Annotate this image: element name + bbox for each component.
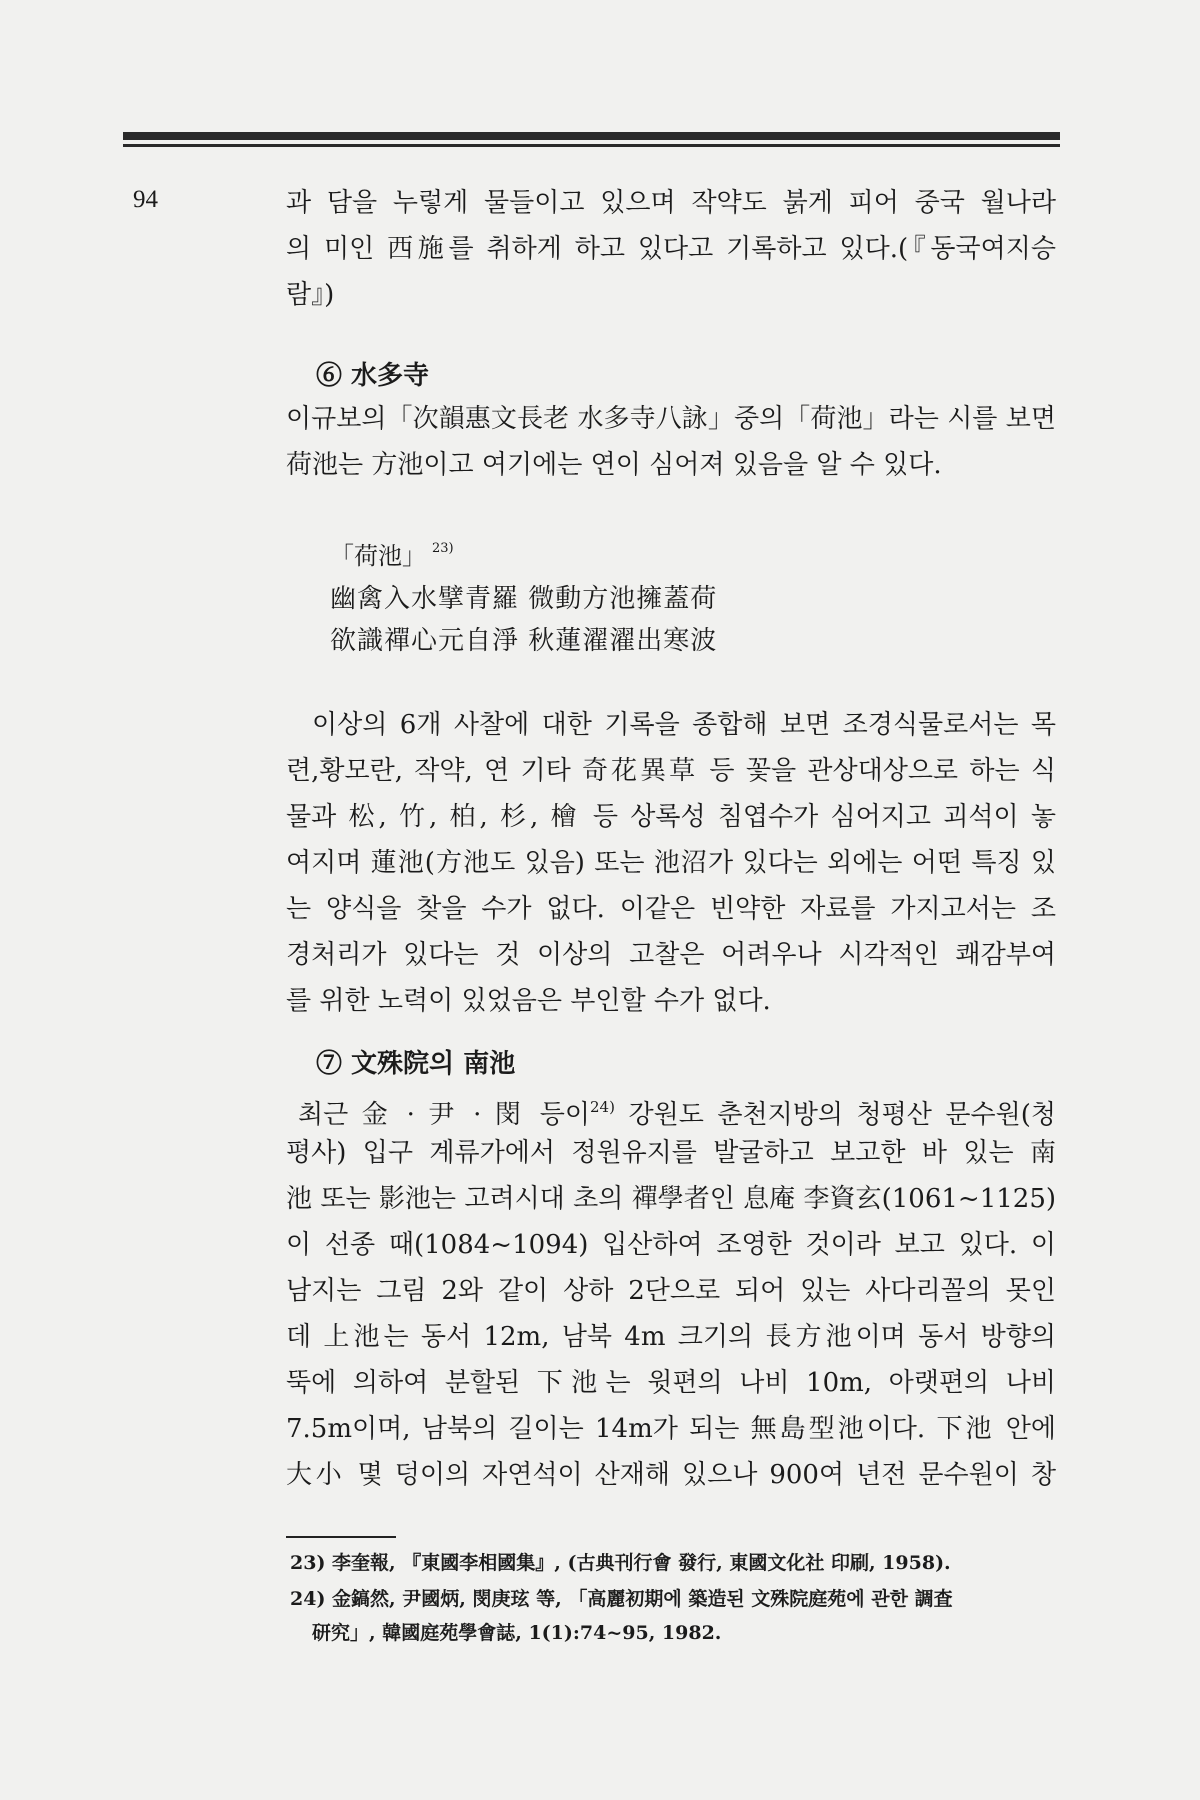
- header-rule-thin: [123, 144, 1060, 147]
- text-line: 大小 몇 덩이의 자연석이 산재해 있으나 900여 년전 문수원이 창: [286, 1460, 1056, 1490]
- text-line: 이 선종 때(1084~1094) 입산하여 조영한 것이라 보고 있다. 이: [286, 1230, 1056, 1260]
- section-heading: ⑥ 水多寺: [316, 361, 430, 391]
- section-7: [286, 1044, 1056, 1498]
- text-line: 이상의 6개 사찰에 대한 기록을 종합해 보면 조경식물로서는 목: [312, 710, 1056, 740]
- poem-line: 幽禽入水擘青羅 微動方池擁蓋荷: [330, 584, 718, 614]
- poem-title: [330, 536, 454, 571]
- header-rule-thick: [123, 132, 1060, 140]
- page-number: 94: [133, 186, 158, 213]
- footnote-ref: 24): [590, 1098, 615, 1116]
- text-line: 물과 松, 竹, 柏, 杉, 檜 등 상록성 침엽수가 심어지고 괴석이 놓: [286, 802, 1056, 832]
- line-start: 최근 金 · 尹 · 閔 등이: [298, 1100, 591, 1130]
- text-line: 를 위한 노력이 있었음은 부인할 수가 없다.: [286, 986, 771, 1016]
- footnote-23: 23) 李奎報, 『東國李相國集』, (古典刊行會 發行, 東國文化社 印刷, 1958).: [290, 1552, 951, 1574]
- poem-title-text: 「荷池」: [330, 542, 426, 570]
- text-line: 남지는 그림 2와 같이 상하 2단으로 되어 있는 사다리꼴의 못인: [286, 1276, 1056, 1306]
- text-line: 과 담을 누렇게 물들이고 있으며 작약도 붉게 피어 중국 월나라: [286, 188, 1056, 218]
- footnote-rule: [286, 1536, 396, 1538]
- footnote-24-continued: 研究」, 韓國庭苑學會誌, 1(1):74~95, 1982.: [312, 1622, 722, 1644]
- text-line: 의 미인 西施를 취하게 하고 있다고 기록하고 있다.(『동국여지승: [286, 234, 1056, 264]
- text-line: 는 양식을 찾을 수가 없다. 이같은 빈약한 자료를 가지고서는 조: [286, 894, 1056, 924]
- text-line: [286, 1084, 1056, 1130]
- text-line: 7.5m이며, 남북의 길이는 14m가 되는 無島型池이다. 下池 안에: [286, 1414, 1056, 1444]
- section-heading: ⑦ 文殊院의 南池: [316, 1049, 516, 1079]
- text-line: 여지며 蓮池(方池도 있음) 또는 池沼가 있다는 외에는 어떤 특징 있: [286, 848, 1056, 878]
- text-line: 람』): [286, 280, 335, 310]
- text-line: 池 또는 影池는 고려시대 초의 禪學者인 息庵 李資玄(1061~1125): [286, 1184, 1056, 1214]
- text-line: 경처리가 있다는 것 이상의 고찰은 어려우나 시각적인 쾌감부여: [286, 940, 1056, 970]
- footnote-24: 24) 金鎬然, 尹國炳, 閔庚玹 等, 「高麗初期에 築造된 文殊院庭苑에 관한 調査: [290, 1588, 953, 1610]
- section-6: [286, 356, 1056, 488]
- text-line: 데 上池는 동서 12m, 남북 4m 크기의 長方池이며 동서 방향의: [286, 1322, 1056, 1352]
- line-end: 강원도 춘천지방의 청평산 문수원(청: [614, 1100, 1056, 1130]
- poem-line: 欲識禪心元自淨 秋蓮濯濯出寒波: [330, 626, 718, 656]
- text-line: 련,황모란, 작약, 연 기타 奇花異草 등 꽃을 관상대상으로 하는 식: [286, 756, 1056, 786]
- text-line: 荷池는 方池이고 여기에는 연이 심어져 있음을 알 수 있다.: [286, 450, 942, 480]
- paragraph-summary: [286, 702, 1056, 1024]
- paragraph-continuation: [286, 180, 1056, 318]
- text-line: 뚝에 의하여 분할된 下池는 윗편의 나비 10m, 아랫편의 나비: [286, 1368, 1056, 1398]
- footnote-ref: 23): [432, 541, 454, 556]
- text-line: 이규보의「次韻惠文長老 水多寺八詠」중의「荷池」라는 시를 보면: [286, 404, 1056, 434]
- text-line: 평사) 입구 계류가에서 정원유지를 발굴하고 보고한 바 있는 南: [286, 1138, 1056, 1168]
